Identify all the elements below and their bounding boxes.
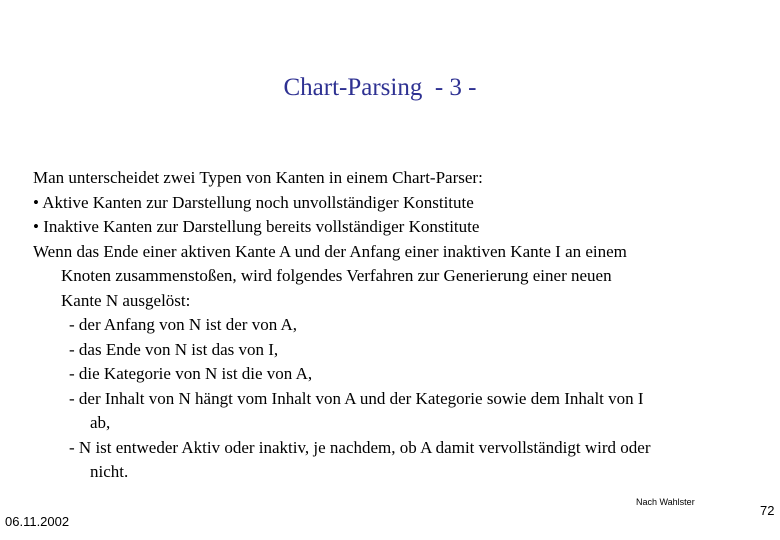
- footer-author: Nach Wahlster: [636, 497, 695, 507]
- sub-item-category: - die Kategorie von N ist die von A,: [69, 364, 313, 383]
- sub-item-activity: - N ist entweder Aktiv oder inaktiv, je nachdem, ob A damit vervollständigt wird oder: [69, 437, 651, 457]
- slide-title: Chart-Parsing - 3 -: [283, 74, 477, 101]
- bullet-active-edges: • Aktive Kanten zur Darstellung noch unvollständiger Konstitute: [33, 192, 474, 212]
- sub-item-content: - der Inhalt von N hängt vom Inhalt von A und der Kategorie sowie dem Inhalt von I: [69, 388, 644, 408]
- footer-date: 06.11.2002: [5, 514, 70, 529]
- body-line-rule-cont-2: Kante N ausgelöst:: [61, 290, 191, 310]
- sub-item-activity-cont: nicht.: [90, 462, 129, 481]
- page-number: 72: [760, 503, 775, 518]
- sub-item-end: - das Ende von N ist das von I,: [69, 339, 279, 359]
- body-line-intro: Man unterscheidet zwei Typen von Kanten in einem Chart-Parser:: [33, 168, 483, 187]
- body-line-rule-cont-1: Knoten zusammenstoßen, wird folgendes Verfahren zur Generierung einer neuen: [61, 266, 612, 285]
- bullet-inactive-edges: • Inaktive Kanten zur Darstellung bereits vollständiger Konstitute: [33, 217, 480, 236]
- body-line-rule: Wenn das Ende einer aktiven Kante A und der Anfang einer inaktiven Kante I an einem: [33, 241, 627, 261]
- slide-body: [33, 166, 763, 485]
- sub-item-content-cont: ab,: [90, 413, 111, 432]
- sub-item-start: - der Anfang von N ist der von A,: [69, 315, 298, 334]
